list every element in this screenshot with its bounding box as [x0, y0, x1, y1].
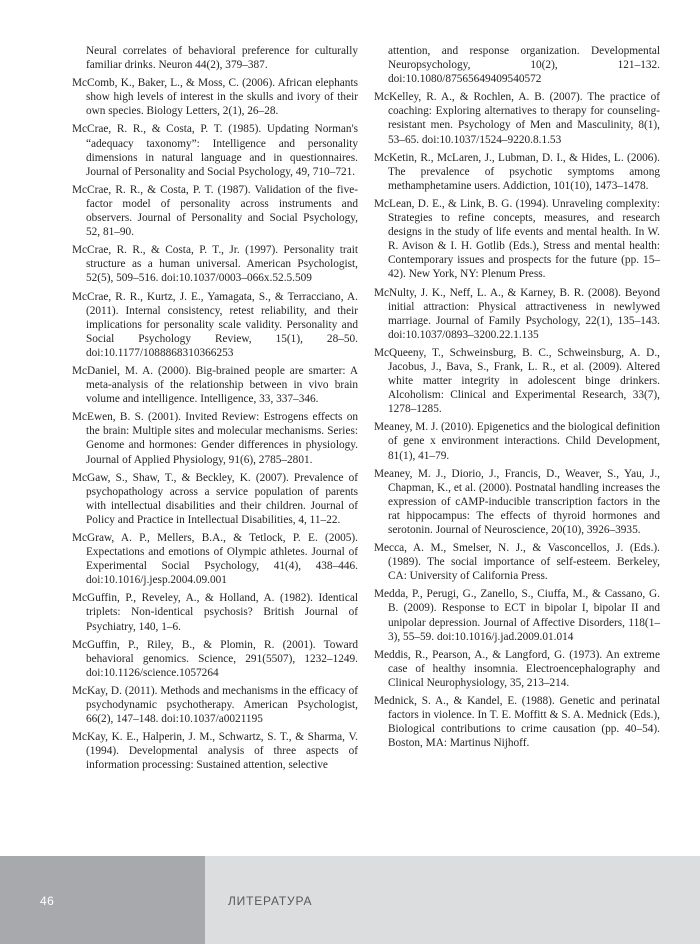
reference-entry: McKay, K. E., Halperin, J. M., Schwartz, S. T., & Sharma, V. (1994). Developmental analysis of three aspects of information processing: Sustained attention, selective — [72, 731, 358, 772]
page-number: 46 — [40, 894, 55, 908]
reference-entry-continued: Neural correlates of behavioral preference for culturally familiar drinks. Neuron 44(2), 379–387. — [86, 45, 358, 72]
reference-entry: McLean, D. E., & Link, B. G. (1994). Unraveling complexity: Strategies to refine concepts, measures, and research designs in the study of life events and mental health. In W. R. Avison & I. H. Gotlib (Eds.), Stress and mental health: Contemporary issues and prospects for the future (pp. 15–42). New York, NY: Plenum Press. — [374, 197, 660, 281]
reference-entry: Mecca, A. M., Smelser, N. J., & Vasconcellos, J. (Eds.). (1989). The social importance of self-esteem. Berkeley, CA: University of California Press. — [374, 542, 660, 583]
reference-entry: Meaney, M. J. (2010). Epigenetics and the biological definition of gene x environment interactions. Child Development, 81(1), 41–79. — [374, 421, 661, 462]
reference-entry: Mednick, S. A., & Kandel, E. (1988). Genetic and perinatal factors in violence. In T. E. Moffitt & S. A. Mednick (Eds.), Biological contributions to crime causation (pp. 40–54). Boston, MA: Martinus Nijhoff. — [374, 695, 660, 750]
running-footer-band — [205, 856, 700, 944]
reference-entry: McNulty, J. K., Neff, L. A., & Karney, B. R. (2008). Beyond initial attraction: Physical attractiveness in newlywed marriage. Journal of Family Psychology, 22(1), 135–143. doi:10.1037/0893–3200.22.1.135 — [374, 286, 660, 341]
page-number-box — [0, 856, 205, 944]
left-reference-column — [72, 44, 358, 777]
reference-entry: Meaney, M. J., Diorio, J., Francis, D., Weaver, S., Yau, J., Chapman, K., et al. (2000). Postnatal handling increases the expression of cAMP-inducible transcription factors in the rat hippocampus: The effects of thyroid hormones and serotonin. Journal of Neuroscience, 20(10), 3926–3935. — [374, 467, 660, 536]
reference-entry: McCrae, R. R., Kurtz, J. E., Yamagata, S., & Terracciano, A. (2011). Internal consistency, retest reliability, and their implications for personality scale validity. Personality and Social Psychology Review, 15(1), 28–50. doi:10.1177/1088868310366253 — [72, 290, 358, 359]
reference-entry: McComb, K., Baker, L., & Moss, C. (2006). African elephants show high levels of interest in the skulls and ivory of their own species. Biology Letters, 2(1), 26–28. — [72, 77, 358, 118]
reference-entry: McCrae, R. R., & Costa, P. T., Jr. (1997). Personality trait structure as a human universal. American Psychologist, 52(5), 509–516. doi:10.1037/0003–066x.52.5.509 — [72, 244, 358, 285]
reference-entry: McKelley, R. A., & Rochlen, A. B. (2007). The practice of coaching: Exploring alternatives to therapy for counseling-resistant men. Psychology of Men and Masculinity, 8(1), 53–65. doi:10.1037/1524–9220.8.1.53 — [374, 91, 660, 146]
reference-entry: McCrae, R. R., & Costa, P. T. (1987). Validation of the five-factor model of personality across instruments and observers. Journal of Personality and Social Psychology, 52, 81–90. — [72, 183, 358, 239]
reference-entry: McKetin, R., McLaren, J., Lubman, D. I., & Hides, L. (2006). The prevalence of psychotic symptoms among methamphetamine users. Addiction, 101(10), 1473–1478. — [374, 151, 660, 192]
reference-entry: Medda, P., Perugi, G., Zanello, S., Ciuffa, M., & Cassano, G. B. (2009). Response to ECT in bipolar I, bipolar II and unipolar depression. Journal of Affective Disorders, 118(1–3), 55–59. doi:10.1016/j.jad.2009.01.014 — [374, 588, 660, 643]
page-footer — [0, 856, 700, 944]
reference-entry-continued: attention, and response organization. Developmental Neuropsychology, 10(2), 121–132. doi:10.1080/87565649409540572 — [388, 45, 660, 86]
reference-entry: McKay, D. (2011). Methods and mechanisms in the efficacy of psychodynamic psychotherapy. American Psychologist, 66(2), 147–148. doi:10.1037/a0021195 — [72, 684, 358, 726]
right-reference-column — [374, 44, 660, 754]
reference-entry: Meddis, R., Pearson, A., & Langford, G. (1973). An extreme case of healthy insomnia. Electroencephalography and Clinical Neurophysiology, 35, 213–214. — [374, 648, 660, 689]
section-title: ЛИТЕРАТУРА — [228, 894, 313, 908]
reference-entry: McGuffin, P., Riley, B., & Plomin, R. (2001). Toward behavioral genomics. Science, 291(5507), 1232–1249. doi:10.1126/science.1057264 — [72, 638, 358, 679]
reference-entry: McQueeny, T., Schweinsburg, B. C., Schweinsburg, A. D., Jacobus, J., Bava, S., Frank, L. R., et al. (2009). Altered white matter integrity in adolescent binge drinkers. Alcoholism: Clinical and Experimental Research, 33(7), 1278–1285. — [374, 346, 660, 416]
reference-entry: McDaniel, M. A. (2000). Big-brained people are smarter: A meta-analysis of the relationship between in vivo brain volume and intelligence. Intelligence, 33, 337–346. — [72, 364, 358, 406]
reference-entry: McGaw, S., Shaw, T., & Beckley, K. (2007). Prevalence of psychopathology across a service population of parents with intellectual disabilities and their children. Journal of Policy and Practice in Intellectual Disabilities, 4, 11–22. — [72, 471, 358, 526]
reference-entry: McEwen, B. S. (2001). Invited Review: Estrogens effects on the brain: Multiple sites and molecular mechanisms. Series: Genome and hormones: Gender differences in physiology. Journal of Applied Physiology, 91(6), 2785–2801. — [72, 411, 358, 466]
reference-entry: McCrae, R. R., & Costa, P. T. (1985). Updating Norman's “adequacy taxonomy”: Intelligence and personality dimensions in natural language and in questionnaires. Journal of Personality and Social Psychology, 49, 710–721. — [72, 123, 358, 178]
reference-entry: McGuffin, P., Reveley, A., & Holland, A. (1982). Identical triplets: Non-identical psychosis? British Journal of Psychiatry, 140, 1–6. — [72, 592, 358, 633]
reference-entry: McGraw, A. P., Mellers, B.A., & Tetlock, P. E. (2005). Expectations and emotions of Olympic athletes. Journal of Experimental Social Psychology, 41(4), 438–446. doi:10.1016/j.jesp.2004.09.001 — [72, 532, 358, 587]
